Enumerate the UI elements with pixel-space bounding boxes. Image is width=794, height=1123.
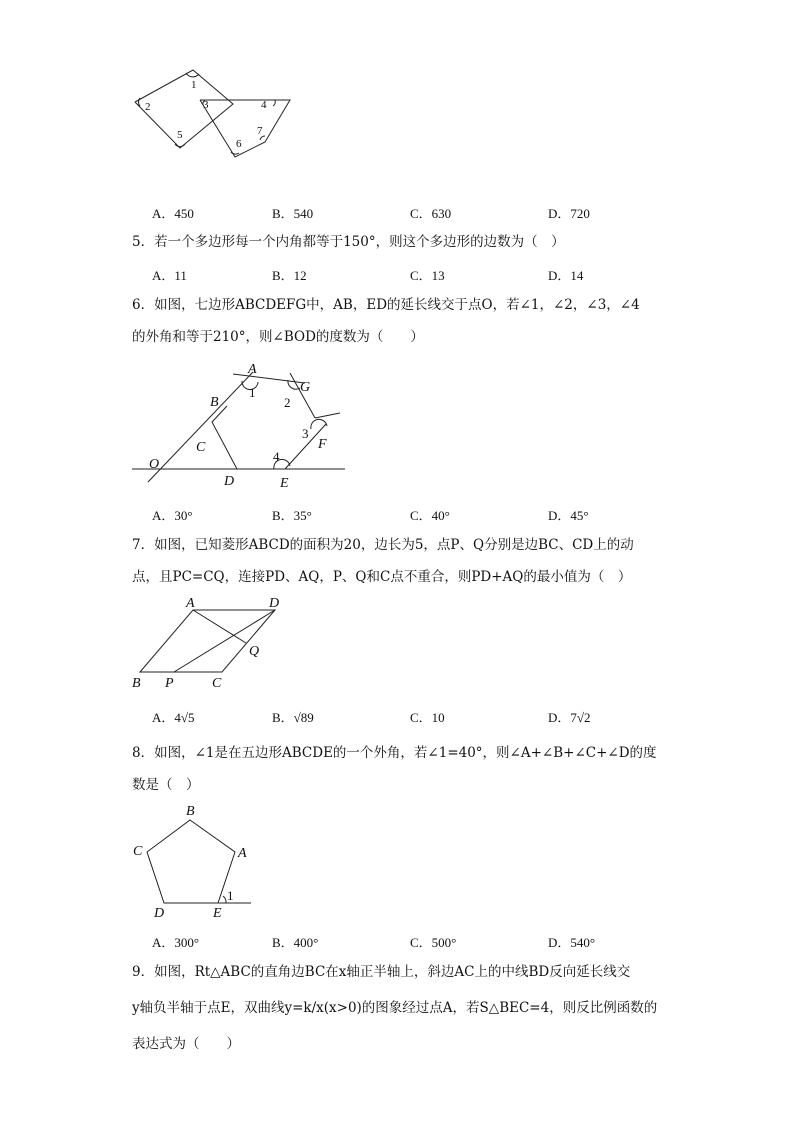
q5-option-c[interactable]: C．13	[410, 268, 445, 283]
q9-question-line3: 表达式为（ ）	[132, 1036, 240, 1052]
q6-option-a[interactable]: A．30°	[152, 508, 193, 523]
q6-question-line2: 的外角和等于210°，则∠BOD的度数为（ ）	[132, 329, 424, 345]
q8-option-a[interactable]: A．300°	[152, 935, 200, 950]
q8-question-line1: 8．如图，∠1是在五边形ABCDE的一个外角，若∠1=40°，则∠A+∠B+∠C+∠D的度	[132, 745, 657, 761]
q8-question-line2: 数是（ ）	[132, 777, 200, 793]
q4-label-1: 1	[191, 79, 197, 91]
q8-figure	[128, 800, 258, 925]
q6-label-a: A	[248, 362, 257, 377]
q8-option-b[interactable]: B．400°	[272, 935, 319, 950]
q6-label-c: C	[196, 440, 206, 455]
q6-option-b[interactable]: B．35°	[272, 508, 312, 523]
q4-label-2: 2	[145, 101, 151, 113]
q6-label-1: 1	[249, 385, 256, 400]
q7-label-a: A	[186, 596, 195, 611]
q4-option-b[interactable]: B．540	[272, 206, 314, 221]
q6-figure	[130, 358, 350, 493]
q6-question-line1: 6．如图，七边形ABCDEFG中，AB，ED的延长线交于点O，若∠1，∠2，∠3，∠4	[132, 297, 640, 313]
q5-question: 5．若一个多边形每一个内角都等于150°，则这个多边形的边数为（ ）	[132, 234, 565, 250]
q7-label-p: P	[165, 676, 174, 691]
q7-option-c[interactable]: C．10	[410, 710, 445, 725]
q9-question-line1: 9．如图，Rt△ABC的直角边BC在x轴正半轴上，斜边AC上的中线BD反向延长线交	[132, 964, 631, 980]
q6-label-3: 3	[302, 426, 309, 441]
q7-option-b[interactable]: B．√89	[272, 710, 314, 725]
q7-option-d[interactable]: D．7√2	[548, 710, 591, 725]
q5-option-b[interactable]: B．12	[272, 268, 307, 283]
q7-label-b: B	[132, 676, 141, 691]
q8-option-d[interactable]: D．540°	[548, 935, 596, 950]
q6-label-g: G	[300, 380, 311, 395]
q4-label-3: 3	[203, 99, 209, 111]
q6-label-o: O	[149, 457, 160, 472]
q5-option-d[interactable]: D．14	[548, 268, 584, 283]
q6-label-d: D	[224, 474, 235, 489]
q4-label-4: 4	[261, 99, 267, 111]
q6-label-f: F	[318, 437, 327, 452]
q7-option-a[interactable]: A．4√5	[152, 710, 195, 725]
q4-option-c[interactable]: C．630	[410, 206, 452, 221]
q8-option-c[interactable]: C．500°	[410, 935, 457, 950]
q7-label-d: D	[269, 596, 280, 611]
q9-question-line2: y轴负半轴于点E，双曲线y=k/x(x>0)的图象经过点A，若S△BEC=4，则反比例函数的	[132, 1000, 658, 1016]
q7-figure	[128, 592, 288, 692]
q7-question-line2: 点，且PC=CQ，连接PD、AQ，P、Q和C点不重合，则PD+AQ的最小值为（ ）	[132, 569, 632, 585]
q8-label-e: E	[213, 906, 222, 921]
q4-figure	[125, 60, 305, 160]
q5-option-a[interactable]: A．11	[152, 268, 187, 283]
q4-label-6: 6	[236, 138, 242, 150]
q6-label-2: 2	[284, 395, 291, 410]
q4-label-5: 5	[177, 129, 183, 141]
q4-option-d[interactable]: D．720	[548, 206, 590, 221]
q6-label-4: 4	[273, 449, 280, 464]
q8-label-a: A	[238, 846, 247, 861]
q6-option-c[interactable]: C．40°	[410, 508, 450, 523]
q6-option-d[interactable]: D．45°	[548, 508, 589, 523]
q4-label-7: 7	[257, 125, 263, 137]
q7-question-line1: 7．如图，已知菱形ABCD的面积为20，边长为5，点P、Q分别是边BC、CD上的动	[132, 537, 634, 553]
q7-label-c: C	[212, 676, 222, 691]
q6-label-b: B	[210, 395, 219, 410]
q7-label-q: Q	[249, 644, 260, 659]
q8-label-c: C	[133, 844, 143, 859]
q6-label-e: E	[280, 476, 289, 491]
q8-label-b: B	[186, 804, 195, 819]
q8-label-d: D	[154, 906, 165, 921]
q8-label-1: 1	[227, 888, 234, 903]
q4-option-a[interactable]: A．450	[152, 206, 194, 221]
